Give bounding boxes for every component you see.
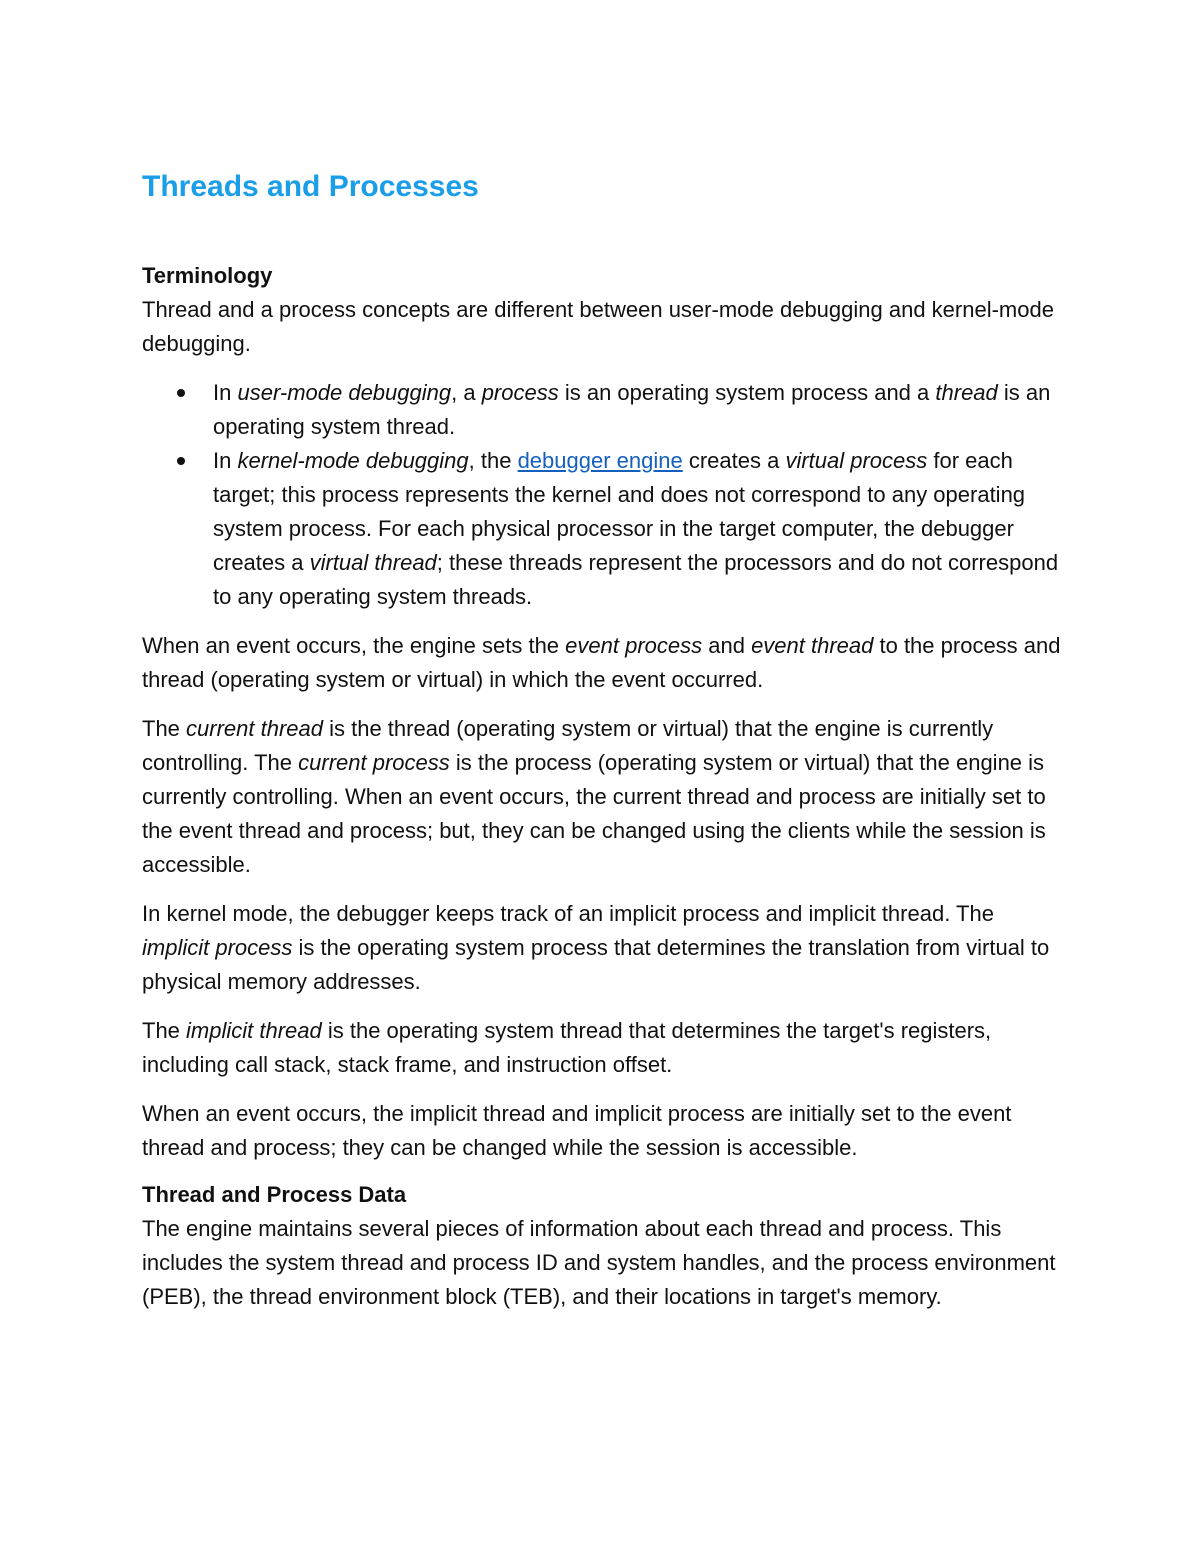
text-run: is the operating system thread that determines the target's registers, including call stack, stack frame, and instruction offset. — [142, 1018, 992, 1077]
text-run: to the process and thread (operating system or virtual) in which the event occurred. — [142, 633, 1061, 692]
terminology-intro — [142, 293, 1062, 361]
text-run: and — [702, 633, 752, 658]
page-title: Threads and Processes — [142, 170, 479, 203]
italic-term: kernel-mode debugging — [237, 448, 469, 473]
text-run: In kernel mode, the debugger keeps track of an implicit process and implicit thread. The — [142, 901, 994, 926]
text-run: for each target; this process represents the kernel and does not correspond to any operating system process. For each physical processor in the target computer, the debugger creates a — [213, 448, 1026, 575]
terminology-bullet-list — [142, 376, 1062, 614]
bullet-icon — [177, 389, 185, 397]
text-run: is an operating system process and a — [558, 380, 936, 405]
italic-term: current thread — [186, 716, 323, 741]
text-run: is the process (operating system or virtual) that the engine is currently controlling. When an event occurs, the current thread and process are initially set to the event thread and process; but, they can be changed using the clients while the session is accessible. — [142, 750, 1046, 877]
terminology-heading: Terminology — [142, 263, 273, 288]
italic-term: user-mode debugging — [237, 380, 452, 405]
text-run: is an operating system thread. — [213, 380, 1051, 439]
italic-term: implicit process — [142, 935, 293, 960]
text-run: When an event occurs, the implicit thread and implicit process are initially set to the event thread and process; they can be changed while the session is accessible. — [142, 1101, 1012, 1160]
text-run: , the — [468, 448, 518, 473]
text-run: The engine maintains several pieces of information about each thread and process. This includes the system thread and process ID and system handles, and the process environment (PEB), the thread environment block (TEB), and their locations in target's memory. — [142, 1216, 1056, 1309]
text-run: creates a — [682, 448, 786, 473]
italic-term: process — [481, 380, 559, 405]
thread-process-data-body — [142, 1212, 1062, 1314]
text-run: is the operating system process that determines the translation from virtual to physical memory addresses. — [142, 935, 1050, 994]
thread-process-data-heading: Thread and Process Data — [142, 1182, 407, 1207]
text-run: is the thread (operating system or virtual) that the engine is currently controlling. The — [142, 716, 994, 775]
current-thread-paragraph — [142, 712, 1062, 882]
text-run: ; these threads represent the processors and do not correspond to any operating system threads. — [213, 550, 1059, 609]
text-run: The — [142, 716, 187, 741]
text-run: , a — [451, 380, 482, 405]
intro-text: Thread and a process concepts are different between user-mode debugging and kernel-mode debugging. — [142, 297, 1054, 356]
italic-term: event thread — [751, 633, 874, 658]
text-run: When an event occurs, the engine sets the — [142, 633, 566, 658]
debugger-engine-link[interactable]: debugger engine — [517, 448, 683, 473]
italic-term: thread — [935, 380, 998, 405]
italic-term: virtual thread — [309, 550, 437, 575]
bullet-icon — [177, 457, 185, 465]
italic-term: implicit thread — [186, 1018, 322, 1043]
kernel-mode-paragraph — [142, 897, 1062, 999]
event-paragraph — [142, 629, 1062, 697]
document-page — [142, 166, 1062, 1329]
implicit-thread-paragraph — [142, 1014, 1062, 1082]
text-run: The — [142, 1018, 187, 1043]
implicit-event-paragraph — [142, 1097, 1062, 1165]
text-run: In — [213, 380, 238, 405]
list-item-user-mode — [213, 376, 1062, 444]
italic-term: virtual process — [785, 448, 928, 473]
italic-term: current process — [298, 750, 450, 775]
list-item-kernel-mode — [213, 444, 1062, 614]
text-run: In — [213, 448, 238, 473]
italic-term: event process — [565, 633, 703, 658]
